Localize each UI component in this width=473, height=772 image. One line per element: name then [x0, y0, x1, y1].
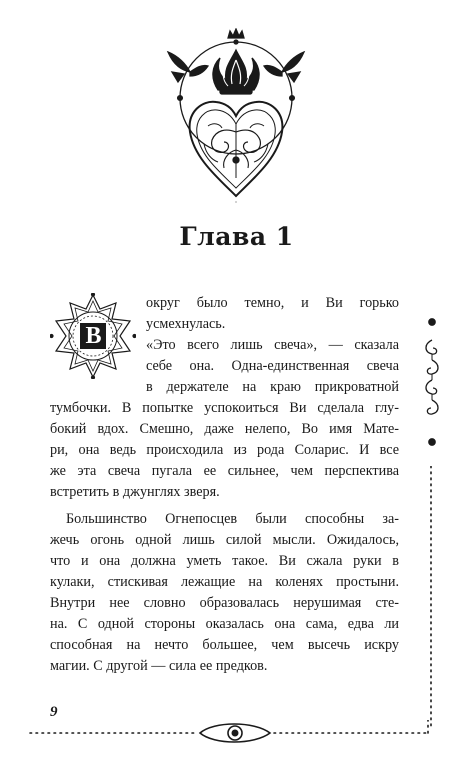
text-line: способная на нечто большее, чем высечь искру	[50, 637, 399, 653]
drop-cap-letter: В	[85, 323, 102, 349]
side-flourish-icon	[418, 318, 446, 446]
page-number: 9	[50, 704, 58, 720]
text-line: кулаки, стискивая лежащие на коленях простыни.	[50, 574, 399, 590]
text-line: на. С одной стороны оказалась она сама, едва ли	[50, 616, 399, 632]
text-line: в держателе на краю прикроватной	[146, 379, 399, 395]
chapter-title: Глава 1	[179, 222, 294, 251]
text-line: округ было темно, и Ви горько	[146, 295, 399, 311]
text-line: магии. С другой — сила ее предков.	[50, 658, 268, 674]
text-line: что и она должна уметь такое. Ви сжала руки в	[50, 553, 399, 569]
text-line: жечь огонь одной лишь силой мысли. Ожидалось,	[50, 532, 399, 548]
flaming-heart-emblem-icon	[160, 28, 312, 203]
text-line: тумбочки. В попытке успокоиться Ви сделала глу-	[50, 400, 399, 416]
text-line: усмехнулась.	[146, 316, 226, 332]
text-line: ри, она ведь происходила из рода Соларис. И все	[50, 442, 399, 458]
text-line: встретить в джунглях зверя.	[50, 484, 220, 500]
text-line: же эта свеча пугала ее сильнее, чем перспектива	[50, 463, 399, 479]
text-line: себе она. Одна-единственная свеча	[146, 358, 399, 374]
text-line: Большинство Огнепосцев были способны за-	[66, 511, 399, 527]
text-line: Внутри нее словно образовалась нерушимая сте-	[50, 595, 399, 611]
bottom-eye-rule-icon	[28, 720, 440, 746]
text-line: «Это всего лишь свеча», — сказала	[146, 337, 399, 353]
text-line: бокий вдох. Смешно, даже нелепо, Во имя Мате-	[50, 421, 399, 437]
dotted-border-right	[428, 466, 434, 730]
